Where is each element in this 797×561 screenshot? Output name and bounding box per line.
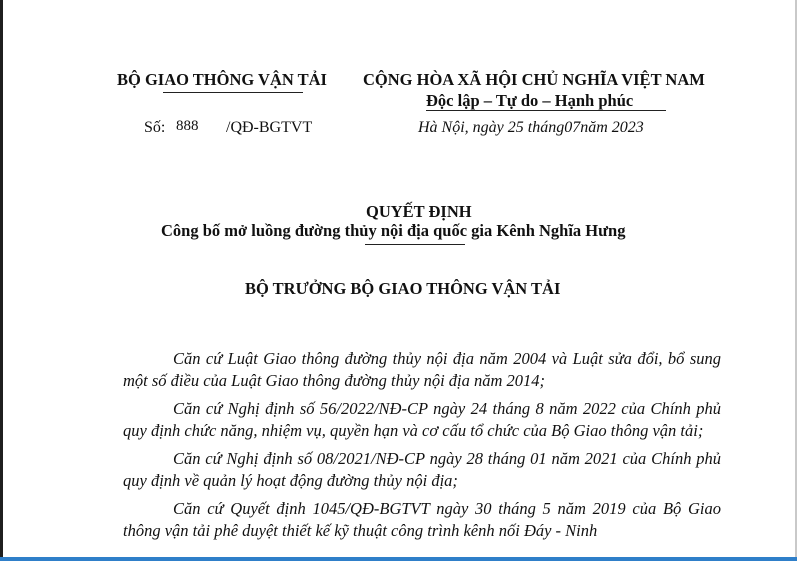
body-paragraph-4: Căn cứ Quyết định 1045/QĐ-BGTVT ngày 30 tháng 5 năm 2019 của Bộ Giao thông vận tải phê duyệt thiết kế kỹ thuật công trình kênh nối Đáy - Ninh: [123, 499, 721, 540]
body-paragraph-3: Căn cứ Nghị định số 08/2021/NĐ-CP ngày 28 tháng 01 năm 2021 của Chính phủ quy định về quản lý hoạt động đường thủy nội địa;: [123, 449, 721, 490]
document-number: 888: [176, 118, 199, 134]
body-paragraph-2: Căn cứ Nghị định số 56/2022/NĐ-CP ngày 24 tháng 8 năm 2022 của Chính phủ quy định chức năng, nhiệm vụ, quyền hạn và cơ cấu tổ chức của Bộ Giao thông vận tải;: [123, 399, 721, 440]
document-page: [3, 0, 795, 557]
nation-title: CỘNG HÒA XÃ HỘI CHỦ NGHĨA VIỆT NAM: [363, 70, 705, 89]
document-number-label: Số:: [144, 119, 166, 136]
document-subject: Công bố mở luồng đường thủy nội địa quốc gia Kênh Nghĩa Hưng: [161, 221, 626, 240]
ministry-underline: [163, 92, 303, 93]
motto-underline: [426, 110, 666, 111]
document-number-suffix: /QĐ-BGTVT: [226, 119, 313, 136]
document-body: [123, 348, 721, 548]
subject-underline: [365, 244, 465, 245]
ministry-name: BỘ GIAO THÔNG VẬN TẢI: [117, 70, 327, 89]
national-motto: Độc lập – Tự do – Hạnh phúc: [426, 91, 634, 110]
issue-date: Hà Nội, ngày 25 tháng07năm 2023: [418, 119, 644, 136]
body-paragraph-1: Căn cứ Luật Giao thông đường thủy nội địa năm 2004 và Luật sửa đổi, bổ sung một số điều của Luật Giao thông đường thủy nội địa năm 2014;: [123, 349, 721, 390]
document-type: QUYẾT ĐỊNH: [366, 202, 472, 221]
window-bottom-border: [0, 557, 797, 561]
issuing-authority: BỘ TRƯỞNG BỘ GIAO THÔNG VẬN TẢI: [245, 279, 561, 298]
